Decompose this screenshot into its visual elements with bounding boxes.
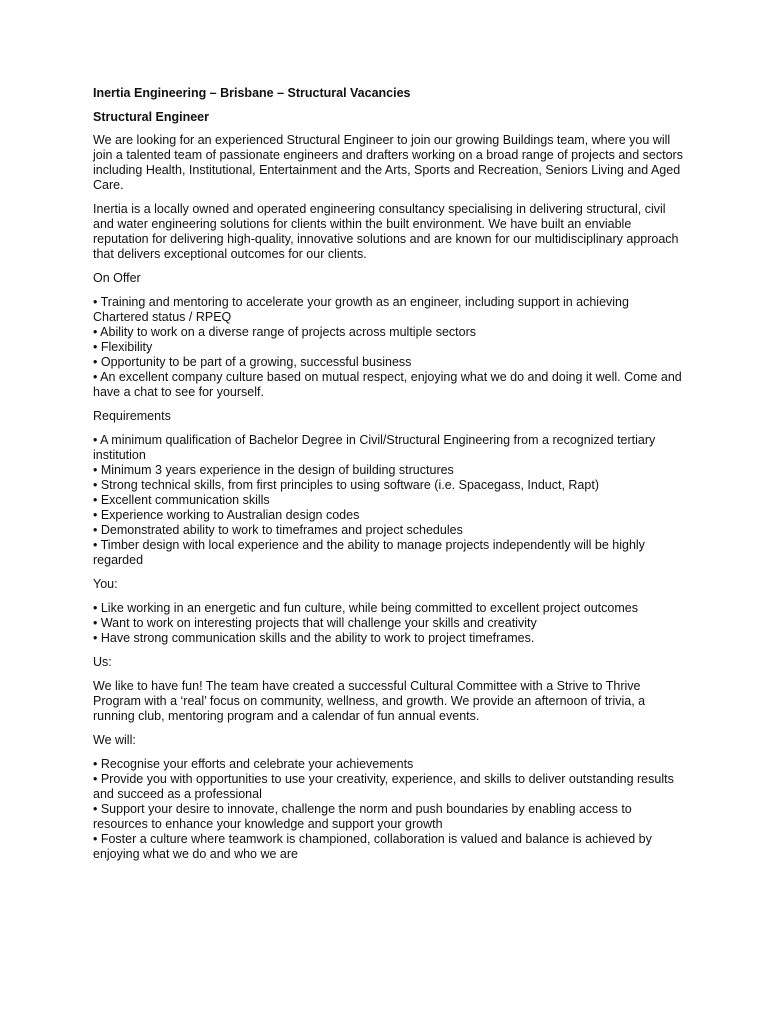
- list-item: • Demonstrated ability to work to timeframes and project schedules: [93, 523, 463, 537]
- on-offer-list: [93, 295, 683, 400]
- document-body: [93, 86, 683, 871]
- list-item: • Timber design with local experience and the ability to manage projects independently will be highly regarded: [93, 538, 645, 567]
- list-item: • Excellent communication skills: [93, 493, 270, 507]
- job-title: Structural Engineer: [93, 110, 209, 124]
- section-label-we-will: We will:: [93, 733, 136, 747]
- list-item: • Provide you with opportunities to use your creativity, experience, and skills to deliver outstanding results and succeed as a professional: [93, 772, 674, 801]
- list-item: • Flexibility: [93, 340, 153, 354]
- list-item: • An excellent company culture based on mutual respect, enjoying what we do and doing it well. Come and have a chat to see for yourself.: [93, 370, 682, 399]
- list-item: • Strong technical skills, from first principles to using software (i.e. Spacegass, Induct, Rapt): [93, 478, 599, 492]
- document-title: Inertia Engineering – Brisbane – Structural Vacancies: [93, 86, 411, 100]
- company-paragraph: Inertia is a locally owned and operated engineering consultancy specialising in delivering structural, civil and water engineering solutions for clients within the built environment. We have built an enviable reputation for delivering high-quality, innovative solutions and are known for our multidisciplinary approach that delivers exceptional outcomes for our clients.: [93, 202, 679, 261]
- section-label-us: Us:: [93, 655, 112, 669]
- list-item: • Want to work on interesting projects that will challenge your skills and creativity: [93, 616, 537, 630]
- list-item: • A minimum qualification of Bachelor Degree in Civil/Structural Engineering from a recognized tertiary institution: [93, 433, 656, 462]
- list-item: • Recognise your efforts and celebrate your achievements: [93, 757, 414, 771]
- us-paragraph: We like to have fun! The team have created a successful Cultural Committee with a Strive to Thrive Program with a ‘real’ focus on community, wellness, and growth. We provide an afternoon of trivia, a running club, mentoring program and a calendar of fun annual events.: [93, 679, 646, 723]
- list-item: • Training and mentoring to accelerate your growth as an engineer, including support in achieving Chartered status / RPEQ: [93, 295, 629, 324]
- list-item: • Have strong communication skills and the ability to work to project timeframes.: [93, 631, 535, 645]
- section-label-you: You:: [93, 577, 118, 591]
- we-will-list: [93, 757, 683, 862]
- section-label-requirements: Requirements: [93, 409, 171, 423]
- list-item: • Support your desire to innovate, challenge the norm and push boundaries by enabling access to resources to enhance your knowledge and support your growth: [93, 802, 632, 831]
- section-label-on-offer: On Offer: [93, 271, 141, 285]
- you-list: [93, 601, 683, 646]
- list-item: • Foster a culture where teamwork is championed, collaboration is valued and balance is achieved by enjoying what we do and who we are: [93, 832, 652, 861]
- list-item: • Minimum 3 years experience in the design of building structures: [93, 463, 454, 477]
- list-item: • Opportunity to be part of a growing, successful business: [93, 355, 412, 369]
- list-item: • Experience working to Australian design codes: [93, 508, 360, 522]
- intro-paragraph: We are looking for an experienced Structural Engineer to join our growing Buildings team, where you will join a talented team of passionate engineers and drafters working on a broad range of projects and sectors including Health, Institutional, Entertainment and the Arts, Sports and Recreation, Seniors Living and Aged Care.: [93, 133, 683, 192]
- requirements-list: [93, 433, 683, 568]
- list-item: • Like working in an energetic and fun culture, while being committed to excellent project outcomes: [93, 601, 638, 615]
- list-item: • Ability to work on a diverse range of projects across multiple sectors: [93, 325, 477, 339]
